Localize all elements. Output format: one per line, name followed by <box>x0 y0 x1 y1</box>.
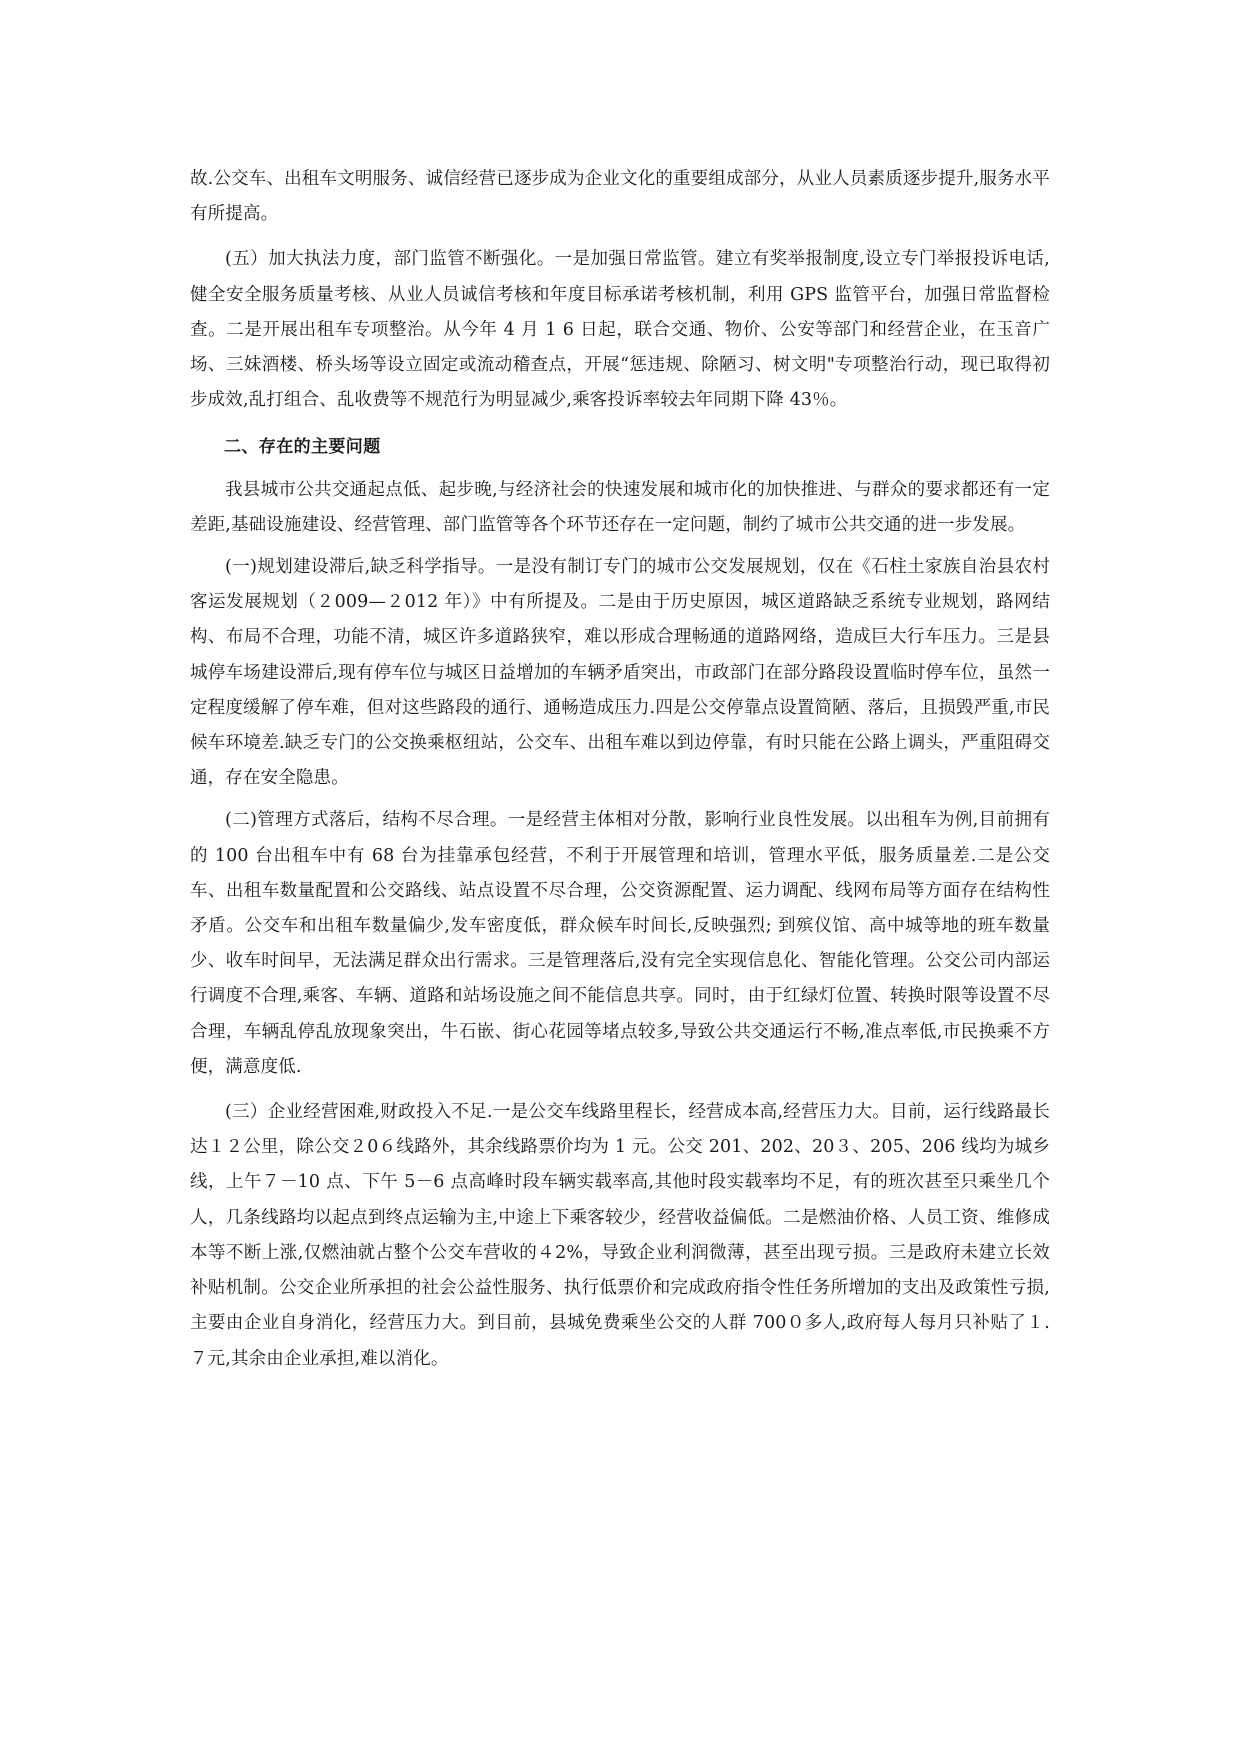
paragraph-continuation: 故.公交车、出租车文明服务、诚信经营已逐步成为企业文化的重要组成部分，从业人员素质逐步提升,服务水平有所提高。 <box>190 169 1050 225</box>
section-heading-main-problems: 二、存在的主要问题 <box>224 437 381 458</box>
paragraph-planning: (一)规划建设滞后,缺乏科学指导。一是没有制订专门的城市公交发展规划，仅在《石柱土家族自治县农村客运发展规划（２009—２012 年）》中有所提及。二是由于历史原因，城区道路缺乏系统专业规划，路网结构、布局不合理，功能不清，城区许多道路狭窄，难以形成合理畅通的道路网络，造成巨大行车压力。三是县城停车场建设滞后,现有停车位与城区日益增加的车辆矛盾突出，市政部门在部分路段设置临时停车位，虽然一定程度缓解了停车难，但对这些路段的通行、通畅造成压力.四是公交停靠点设置简陋、落后，且损毁严重,市民候车环境差.缺乏专门的公交换乘枢纽站，公交车、出租车难以到边停靠，有时只能在公路上调头，严重阻碍交通，存在安全隐患。 <box>190 557 1050 789</box>
paragraph-enforcement: (五）加大执法力度，部门监管不断强化。一是加强日常监管。建立有奖举报制度,设立专门举报投诉电话,健全安全服务质量考核、从业人员诚信考核和年度目标承诺考核机制，利用 GPS 监管平台，加强日常监督检查。二是开展出租车专项整治。从今年 4 月 1 6 日起，联合交通、物价、公安等部门和经营企业，在玉音广场、三妹酒楼、桥头场等设立固定或流动稽查点，开展“惩违规、除陋习、树文明"专项整治行动，现已取得初步成效,乱打组合、乱收费等不规范行为明显减少,乘客投诉率较去年同期下降 43％。 <box>190 249 1050 411</box>
paragraph-management: (二)管理方式落后，结构不尽合理。一是经营主体相对分散，影响行业良性发展。以出租车为例,目前拥有的 100 台出租车中有 68 台为挂靠承包经营，不利于开展管理和培训，管理水平低，服务质量差.二是公交车、出租车数量配置和公交路线、站点设置不尽合理，公交资源配置、运力调配、线网布局等方面存在结构性矛盾。公交车和出租车数量偏少,发车密度低，群众候车时间长,反映强烈; 到殡仪馆、高中城等地的班车数量少、收车时间早，无法满足群众出行需求。三是管理落后,没有完全实现信息化、智能化管理。公交公司内部运行调度不合理,乘客、车辆、道路和站场设施之间不能信息共享。同时，由于红绿灯位置、转换时限等设置不尽合理，车辆乱停乱放现象突出，牛石嵌、街心花园等堵点较多,导致公共交通运行不畅,准点率低,市民换乘不方便，满意度低. <box>190 810 1050 1077</box>
document-body <box>190 162 1050 1377</box>
paragraph-problems-intro: 我县城市公共交通起点低、起步晚,与经济社会的快速发展和城市化的加快推进、与群众的要求都还有一定差距,基础设施建设、经营管理、部门监管等各个环节还存在一定问题，制约了城市公共交通的进一步发展。 <box>190 479 1050 535</box>
paragraph-operations: (三）企业经营困难,财政投入不足.一是公交车线路里程长，经营成本高,经营压力大。目前，运行线路最长达１２公里，除公交２0６线路外，其余线路票价均为 1 元。公交 201、202、20３、205、206 线均为城乡线，上午７－10 点、下午 5－6 点高峰时段车辆实载率高,其他时段实载率均不足，有的班次甚至只乘坐几个人，几条线路均以起点到终点运输为主,中途上下乘客较少，经营收益偏低。二是燃油价格、人员工资、维修成本等不断上涨,仅燃油就占整个公交车营收的４2%，导致企业利润微薄，甚至出现亏损。三是政府未建立长效补贴机制。公交企业所承担的社会公益性服务、执行低票价和完成政府指令性任务所增加的支出及政策性亏损,主要由企业自身消化，经营压力大。到目前，县城免费乘坐公交的人群 700０多人,政府每人每月只补贴了１.７元,其余由企业承担,难以消化。 <box>190 1102 1050 1369</box>
